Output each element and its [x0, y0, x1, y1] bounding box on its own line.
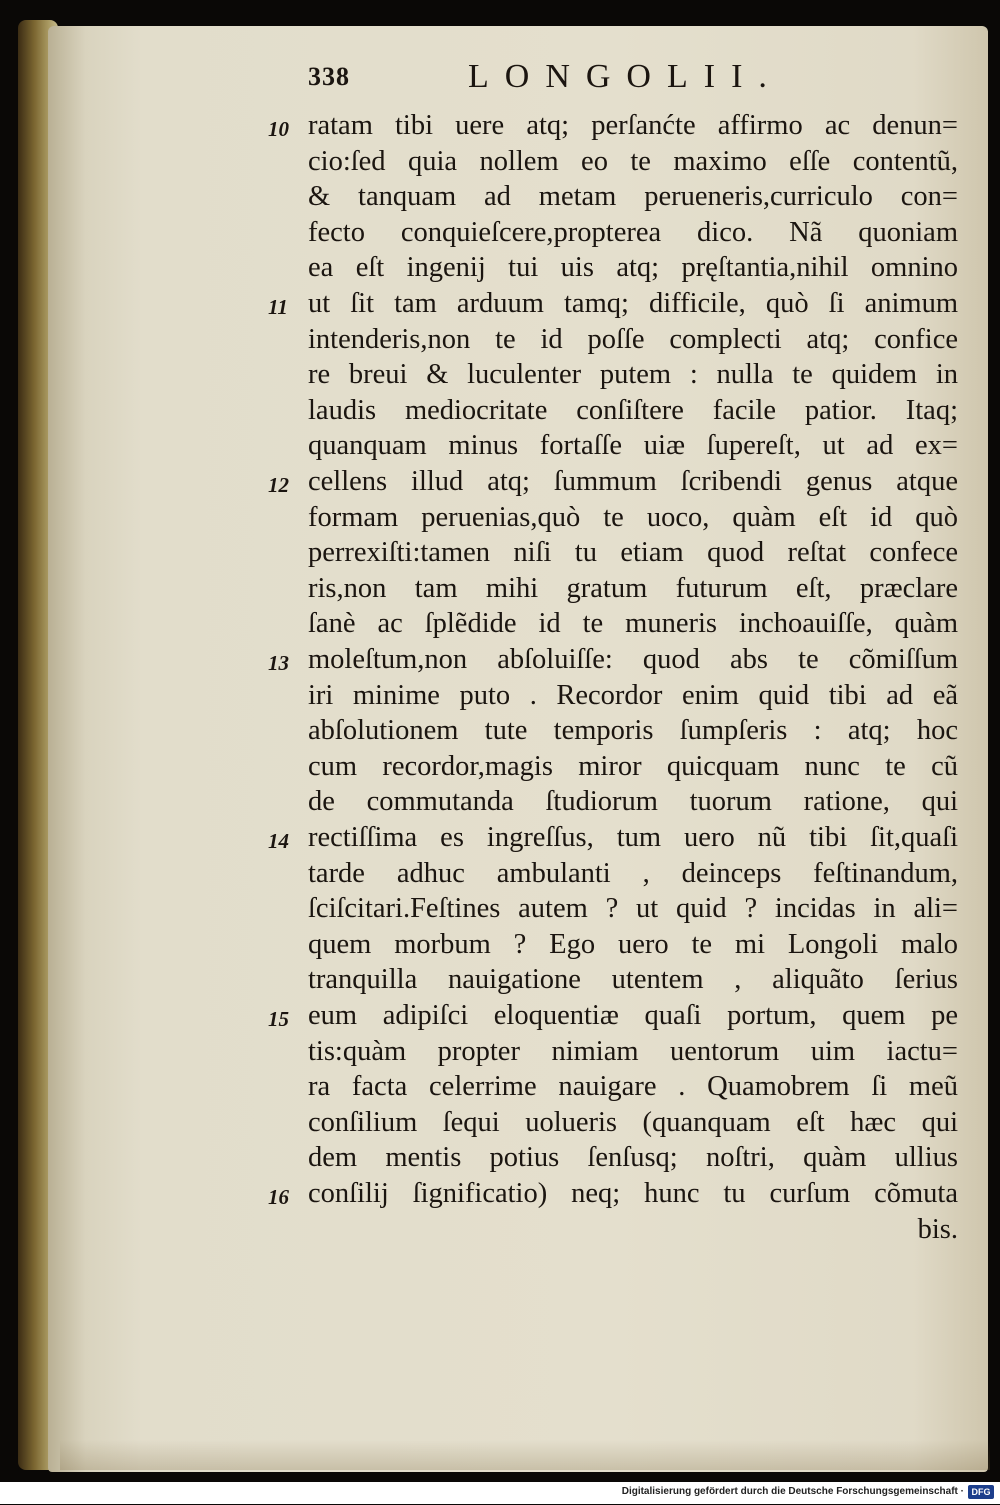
line-number: 10: [268, 117, 289, 141]
text-line: [0, 1105, 1000, 1141]
text-line: [0, 1034, 1000, 1070]
line-text: de commutanda ſtudiorum tuorum ratione, qui: [308, 786, 958, 818]
line-text: abſolutionem tute temporis ſumpſeris : atq; hoc: [308, 715, 958, 747]
line-text: ra facta celerrime nauigare . Quamobrem ſi meũ: [308, 1071, 958, 1103]
line-text: tarde adhuc ambulanti , deinceps feſtinandum,: [308, 857, 958, 889]
line-text: formam peruenias,quò te uoco, quàm eſt id quò: [308, 501, 958, 533]
text-line: [0, 891, 1000, 927]
text-line: [0, 927, 1000, 963]
line-text: laudis mediocritate conſiſtere facile patior. Itaq;: [308, 394, 958, 426]
text-line: [0, 500, 1000, 536]
line-text: iri minime puto . Recordor enim quid tibi ad eã: [308, 679, 958, 711]
text-line: [0, 464, 1000, 500]
line-text: perrexiſti:tamen niſi tu etiam quod reſtat confece: [308, 537, 958, 569]
page-header: [0, 58, 1000, 98]
text-line: [0, 1176, 1000, 1212]
line-text: ſanè ac ſplẽdide id te muneris inchoauiſſe, quàm: [308, 608, 958, 640]
line-number: 12: [268, 473, 289, 497]
text-line: [0, 535, 1000, 571]
line-text: intenderis,non te id poſſe complecti atq; confice: [308, 323, 958, 355]
line-number: 13: [268, 651, 289, 675]
text-line: [0, 108, 1000, 144]
line-text: dem mentis potius ſenſusq; noſtri, quàm ullius: [308, 1142, 958, 1174]
text-line: [0, 784, 1000, 820]
text-line: [0, 1069, 1000, 1105]
text-line: [0, 1140, 1000, 1176]
text-line: [0, 322, 1000, 358]
text-line: [0, 357, 1000, 393]
text-line: [0, 749, 1000, 785]
line-text: ut ſit tam arduum tamq; difficile, quò ſi animum: [308, 288, 958, 319]
page-number: 338: [308, 62, 350, 91]
line-text: ratam tibi uere atq; perſanćte affirmo ac denun=: [308, 110, 958, 141]
line-text: tranquilla nauigatione utentem , aliquãto ſerius: [308, 964, 958, 996]
line-number: 11: [268, 295, 288, 319]
digitization-footer: [0, 1482, 1000, 1504]
line-text: bis.: [917, 1213, 958, 1245]
footer-credit: Digitalisierung gefördert durch die Deutsche Forschungsgemeinschaft ·: [621, 1486, 964, 1497]
text-line: [0, 215, 1000, 251]
line-text: cum recordor,magis miror quicquam nunc te cũ: [308, 750, 958, 782]
running-title: LONGOLII.: [468, 58, 783, 95]
page-edge: [60, 1440, 990, 1470]
text-line: [0, 179, 1000, 215]
line-text: quanquam minus fortaſſe uiæ ſupereſt, ut ad ex=: [308, 430, 958, 462]
line-text: cio:ſed quia nollem eo te maximo eſſe contentũ,: [308, 145, 958, 177]
text-line: [0, 606, 1000, 642]
text-line: [0, 642, 1000, 678]
text-line: [0, 1212, 1000, 1248]
text-line: [0, 428, 1000, 464]
line-text: ſciſcitari.Feſtines autem ? ut quid ? incidas in ali=: [308, 893, 958, 925]
line-text: tis:quàm propter nimiam uentorum uim iactu=: [308, 1035, 958, 1067]
text-line: [0, 856, 1000, 892]
text-line: [0, 820, 1000, 856]
text-line: [0, 962, 1000, 998]
line-text: quem morbum ? Ego uero te mi Longoli malo: [308, 928, 958, 960]
text-line: [0, 144, 1000, 180]
dfg-logo: DFG: [968, 1485, 994, 1499]
line-text: & tanquam ad metam perueneris,curriculo con=: [308, 181, 958, 213]
line-text: ris,non tam mihi gratum futurum eſt, præclare: [308, 572, 958, 604]
text-line: [0, 713, 1000, 749]
line-text: conſilium ſequi uolueris (quanquam eſt hæc qui: [308, 1106, 958, 1138]
text-line: [0, 678, 1000, 714]
line-text: re breui & luculenter putem : nulla te quidem in: [308, 359, 958, 391]
text-line: [0, 393, 1000, 429]
text-line: [0, 571, 1000, 607]
line-text: cellens illud atq; ſummum ſcribendi genus atque: [308, 466, 958, 497]
text-line: [0, 250, 1000, 286]
text-line: [0, 286, 1000, 322]
line-number: 16: [268, 1185, 289, 1209]
line-number: 14: [268, 829, 289, 853]
line-text: fecto conquieſcere,propterea dico. Nã quoniam: [308, 216, 958, 248]
line-text: moleſtum,non abſoluiſſe: quod abs te cõmiſſum: [308, 644, 958, 675]
text-line: [0, 998, 1000, 1034]
line-text: conſilij ſignificatio) neq; hunc tu curſum cõmuta: [308, 1178, 958, 1209]
line-text: rectiſſima es ingreſſus, tum uero nũ tibi ſit,quaſi: [308, 822, 958, 853]
line-text: ea eſt ingenij tui uis atq; pręſtantia,nihil omnino: [308, 252, 958, 284]
line-number: 15: [268, 1007, 289, 1031]
line-text: eum adipiſci eloquentiæ quaſi portum, quem pe: [308, 1000, 958, 1031]
